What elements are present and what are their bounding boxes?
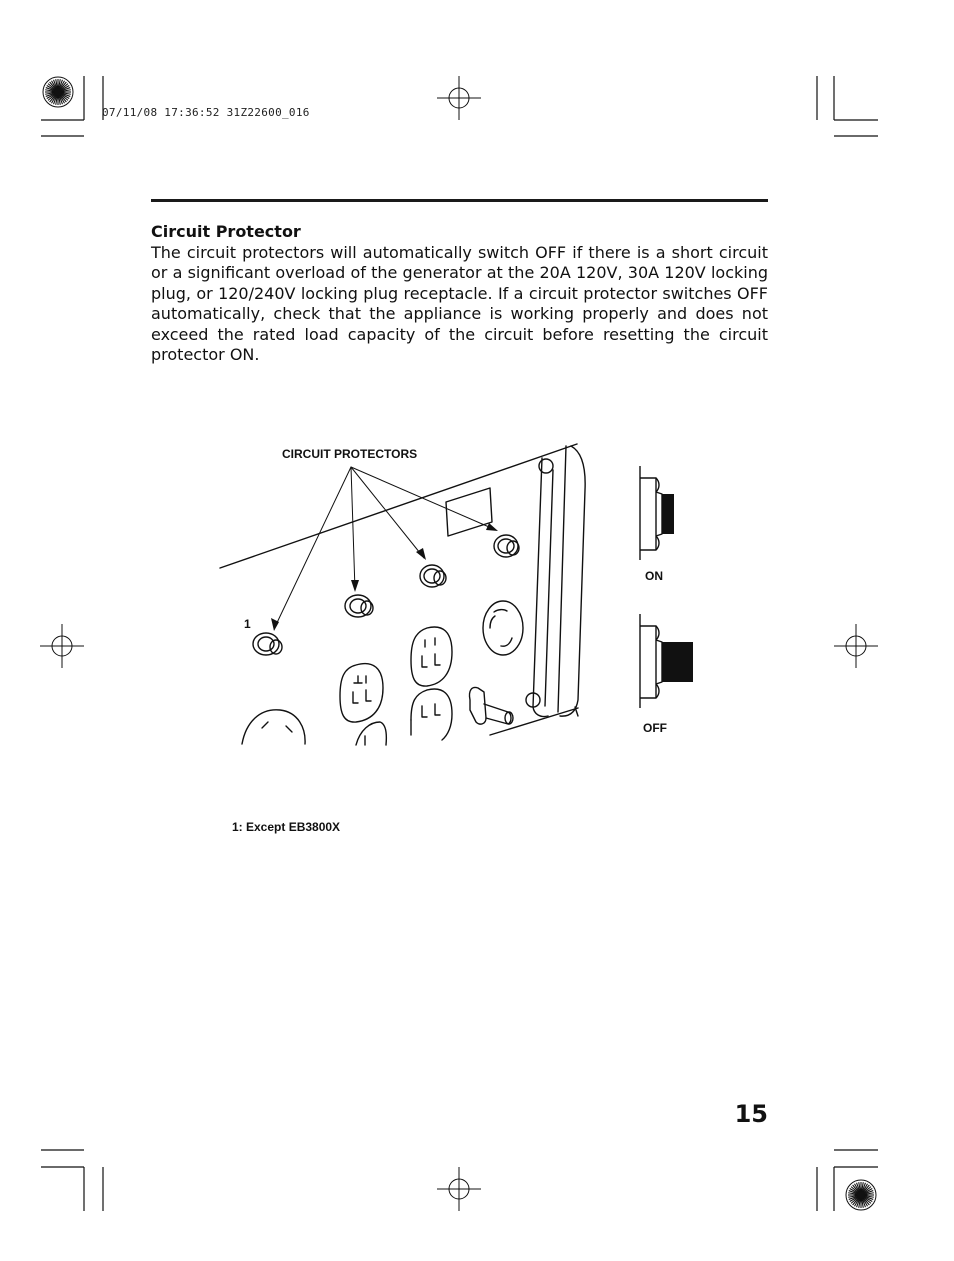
- section-title: Circuit Protector: [151, 222, 301, 241]
- duplex-receptacle: [340, 664, 383, 723]
- panel-frame: [533, 458, 542, 707]
- off-label: OFF: [643, 721, 667, 735]
- callout-number: 1: [244, 617, 251, 631]
- figure-footnote: 1: Except EB3800X: [232, 820, 341, 834]
- protector-side-views: [640, 466, 662, 708]
- duplex-receptacle: [411, 627, 452, 740]
- panel-edge: [220, 444, 577, 568]
- label-plate: [446, 488, 492, 536]
- toggle-switch: [469, 688, 513, 725]
- leader-lines: [274, 467, 496, 629]
- protector-buttons: [662, 494, 693, 682]
- leader-arrowheads: [271, 523, 498, 631]
- protector-button-off: [662, 642, 693, 682]
- page-number: 15: [734, 1100, 768, 1128]
- print-stamp: 07/11/08 17:36:52 31Z22600_016: [102, 106, 310, 119]
- circuit-protector: [420, 565, 446, 587]
- section-body: The circuit protectors will automatically switch OFF if there is a short circuit or a significant overload of the generator at the 20A 120V, 30A 120V locking plug, or 120/240V locking plug receptacle. If a circuit protector switches OFF automatically, check that the appliance is working properly and does not exceed the rated load capacity of the circuit before resetting the circuit protector ON.: [151, 243, 768, 365]
- circuit-protector: [345, 595, 373, 617]
- circuit-protector: [494, 535, 519, 557]
- circuit-protectors-label: CIRCUIT PROTECTORS: [282, 447, 418, 461]
- on-label: ON: [645, 569, 663, 583]
- locking-receptacle: [483, 601, 523, 655]
- protector-button-on: [662, 494, 674, 534]
- circuit-protector: [253, 633, 282, 655]
- locking-receptacle: [242, 710, 305, 744]
